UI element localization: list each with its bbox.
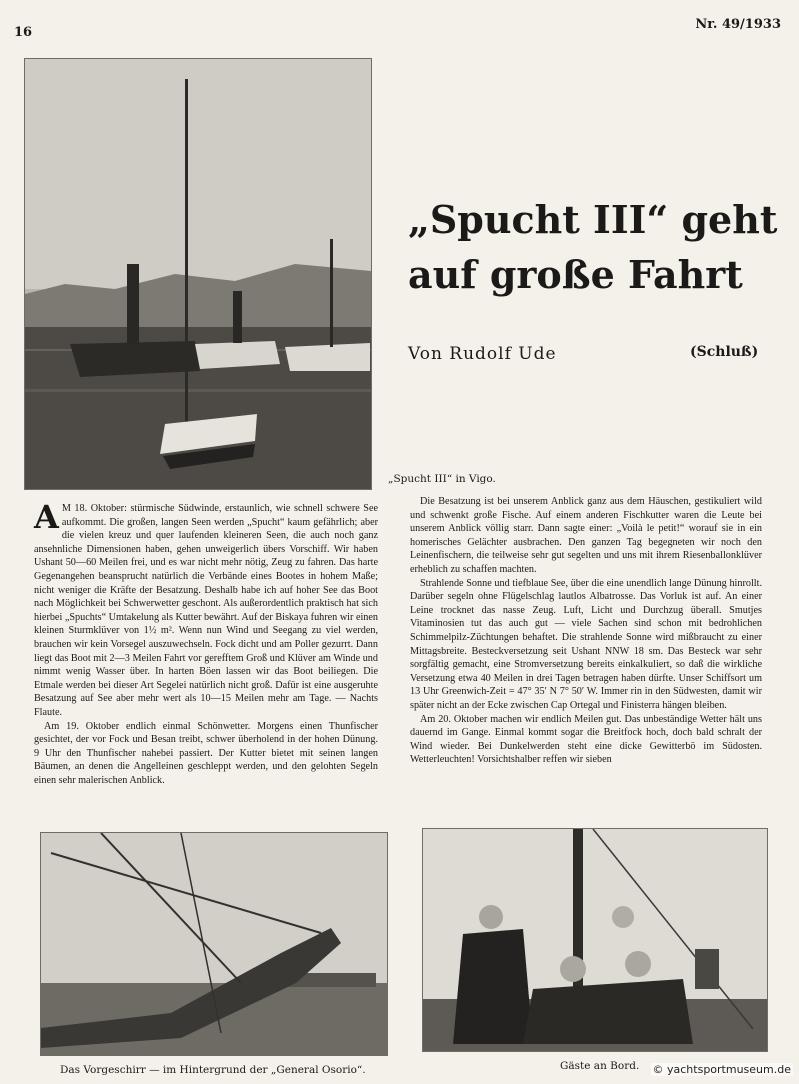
text-column-left: [34, 498, 379, 787]
article-title: [408, 192, 778, 302]
title-line-2: auf große Fahrt: [408, 252, 743, 297]
photo-bowsprit: [40, 832, 388, 1056]
paragraph: Am 19. Oktober endlich einmal Schönwetter. Morgens einen Thunfischer gesichtet, der vor Fock und Besan treibt, schwer überholend in der hohen Dünung. 9 Uhr den Thunfischer nahebei passiert. Der Kutter bietet mit seinen langen Bäumen, an denen die Angelleinen geschleppt werden, und den gelohten Segeln einen sehr malerischen Anblick.: [34, 720, 378, 786]
caption-top-photo: „Spucht III“ in Vigo.: [388, 473, 496, 485]
caption-bottom-right-photo: Gäste an Bord.: [560, 1060, 640, 1072]
harbor-illustration: [25, 59, 371, 489]
continuation-note: (Schluß): [690, 344, 759, 360]
title-line-1: „Spucht III“ geht: [408, 197, 778, 242]
photo-guests-on-board: [422, 828, 768, 1052]
paragraph: Die Besatzung ist bei unserem Anblick ganz aus dem Häuschen, gestikuliert wild und schwenkt große Fische. Auf einem anderen Fischkutter waren die Leute bei unserem Anblick völlig starr. Dann sagte einer: „Voilà le petit!“ worauf sie in ein homerisches Gelächter ausbrachen. Den ganzen Tag begegneten wir noch den Leinenfischern, die teilweise sehr gut segelten und uns mit ihrem Riesenballonklüver erheblich zu schaffen machten.: [410, 496, 762, 575]
issue-number: Nr. 49/1933: [695, 17, 781, 32]
page-number: 16: [14, 25, 33, 40]
caption-bottom-left-photo: Das Vorgeschirr — im Hintergrund der „General Osorio“.: [60, 1064, 366, 1076]
paragraph-text: M 18. Oktober: stürmische Südwinde, erstaunlich, wie schnell schwere See aufkommt. Die großen, langen Seen werden „Spucht“ kaum gefährlich; aber die vielen kreuz und quer laufenden kleineren Seen, die auch noch ganz ansehnliche Dimensionen haben, gehen unweigerlich übers Vorschiff. Wir haben Ushant 50—60 Meilen frei, und es war nicht mehr nötig, Zeug zu fahren. Das harte Gegenangehen beansprucht natürlich die Verbände eines Bootes in hohem Maße; nicht weniger die Kräfte der Besatzung. Deshalb habe ich auf hoher See das Boot nach Möglichkeit bei Schwerwetter geschont. Als außerordentlich praktisch hat sich hierbei „Spuchts“ Umtakelung als Kutter bewährt. Auf der Biskaya fuhren wir einen kleinen Sturmklüver von 1½ m². Wenn nun Wind und Seegang zu viel werden, brauchen wir kein Vorsegel auszuwechseln. Fock dicht und am Poller gezurrt. Dann liegt das Boot mit 2—3 Meilen Fahrt vor gerefftem Groß und Klüver am Winde und nimmt wenig Wasser über. In harten Böen lassen wir das Boot beiliegen. Die Etmale werden bei dieser Art Segelei natürlich nicht groß. Dafür ist eine ausgeruhte Besatzung auf See aber mehr wert als 10—15 Meilen mehr am Tage. — Nachts Flaute.: [34, 503, 379, 718]
paragraph: Strahlende Sonne und tiefblaue See, über die eine unendlich lange Dünung hinrollt. Darüber segeln ohne Flügelschlag lautlos Albatrosse. Das Vorluk ist auf. An einer Leine trocknet das nasse Zeug. Luft, Licht und Durchzug überall. Smutjes Vitaminosien tut das auch gut — viele Sachen sind schon mit bedrohlichen Schimmelpilz-Züchtungen behaftet. Die strahlende Sonne wird mißbraucht zu einer Mittagsbreite. Besteckversetzung seit Ushant NNW 18 sm. Das Besteck war sehr sorgfältig gemacht, eine Stromversetzung bereits einkalkuliert, so daß die wirkliche Versetzung etwa 40 Meilen in drei Tagen betragen haben dürfte. Unser Schiffsort um 13 Uhr Greenwich-Zeit = 47° 35′ N 7° 50′ W. Immer rin in den Südwesten, damit wir später nicht an der Ecke zwischen Cap Ortegal und Finisterra hängen bleiben.: [410, 577, 762, 711]
photo-vigo-harbor: [24, 58, 372, 490]
bowsprit-illustration: [41, 833, 387, 1055]
paragraph: [34, 498, 379, 720]
watermark: © yachtsportmuseum.de: [652, 1063, 791, 1076]
drop-cap: A: [34, 498, 59, 536]
guests-illustration: [423, 829, 767, 1051]
paragraph: Am 20. Oktober machen wir endlich Meilen gut. Das unbeständige Wetter hält uns dauernd im Gange. Einmal kommt sogar die Breitfock hoch, doch bald schralt der Wind wieder. Bei Dunkelwerden steht eine dicke Gewitterbö im Südosten. Wetterleuchten! Vorsichtshalber reffen wir sieben: [410, 713, 762, 766]
text-column-right: [410, 495, 762, 767]
byline: Von Rudolf Ude: [408, 344, 557, 364]
